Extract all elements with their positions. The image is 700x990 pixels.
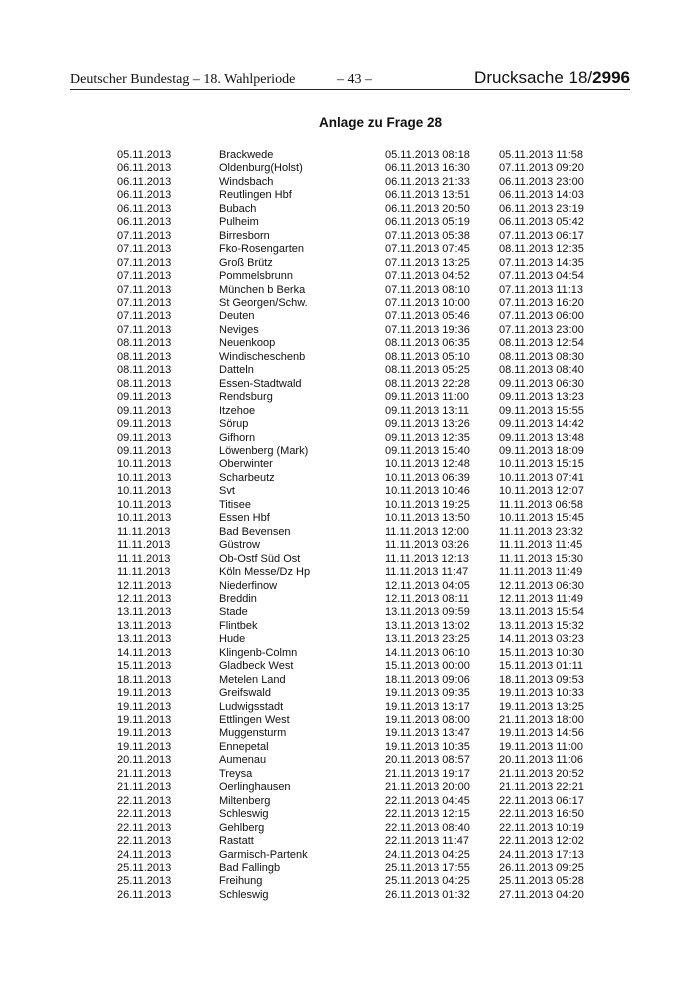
data-table [0, 149, 700, 902]
cell-start: 09.11.2013 13:11 [385, 404, 470, 417]
header-divider [70, 89, 630, 90]
table-row [0, 714, 700, 727]
table-row [0, 418, 700, 431]
cell-date: 06.11.2013 [117, 202, 172, 215]
cell-location: Neviges [219, 323, 259, 336]
cell-location: Treysa [219, 767, 253, 780]
cell-date: 06.11.2013 [117, 216, 172, 229]
cell-end: 21.11.2013 18:00 [499, 714, 584, 727]
document-number [474, 68, 630, 88]
cell-end: 08.11.2013 08:30 [499, 350, 584, 363]
cell-end: 09.11.2013 14:42 [499, 418, 584, 431]
cell-location: Schleswig [219, 888, 269, 901]
cell-start: 24.11.2013 04:25 [385, 848, 470, 861]
cell-end: 09.11.2013 18:09 [499, 444, 584, 457]
cell-end: 24.11.2013 17:13 [499, 848, 584, 861]
cell-date: 14.11.2013 [117, 646, 172, 659]
cell-date: 12.11.2013 [117, 592, 172, 605]
cell-date: 08.11.2013 [117, 350, 172, 363]
cell-location: Itzehoe [219, 404, 256, 417]
cell-date: 08.11.2013 [117, 364, 172, 377]
cell-end: 27.11.2013 04:20 [499, 888, 584, 901]
cell-end: 13.11.2013 15:54 [499, 606, 584, 619]
table-row [0, 378, 700, 391]
cell-end: 22.11.2013 10:19 [499, 821, 584, 834]
table-row [0, 647, 700, 660]
table-row [0, 284, 700, 297]
table-row [0, 660, 700, 673]
cell-start: 07.11.2013 10:00 [385, 296, 470, 309]
table-row [0, 445, 700, 458]
cell-location: Fko-Rosengarten [219, 243, 304, 256]
cell-location: Bad Bevensen [219, 525, 291, 538]
table-row [0, 432, 700, 445]
cell-location: Ennepetal [219, 740, 269, 753]
cell-end: 07.11.2013 06:17 [499, 229, 584, 242]
table-row [0, 324, 700, 337]
cell-start: 25.11.2013 17:55 [385, 862, 470, 875]
cell-start: 13.11.2013 23:25 [385, 633, 470, 646]
table-row [0, 391, 700, 404]
cell-end: 09.11.2013 13:48 [499, 431, 584, 444]
cell-date: 19.11.2013 [117, 740, 172, 753]
cell-end: 09.11.2013 06:30 [499, 377, 584, 390]
table-row [0, 297, 700, 310]
cell-location: Hude [219, 633, 246, 646]
table-row [0, 593, 700, 606]
cell-start: 12.11.2013 04:05 [385, 579, 470, 592]
cell-start: 09.11.2013 11:00 [385, 391, 470, 404]
table-row [0, 512, 700, 525]
page-header [70, 62, 630, 88]
cell-date: 11.11.2013 [117, 566, 171, 579]
cell-end: 07.11.2013 16:20 [499, 296, 584, 309]
cell-location: Stade [219, 606, 248, 619]
cell-date: 22.11.2013 [117, 821, 172, 834]
cell-date: 19.11.2013 [117, 687, 172, 700]
cell-location: Ob-Ostf Süd Ost [219, 552, 301, 565]
cell-date: 15.11.2013 [117, 660, 172, 673]
cell-start: 12.11.2013 08:11 [385, 592, 470, 605]
cell-start: 11.11.2013 03:26 [385, 539, 470, 552]
table-row [0, 539, 700, 552]
cell-start: 11.11.2013 12:00 [385, 525, 470, 538]
cell-start: 13.11.2013 13:02 [385, 619, 470, 632]
cell-start: 10.11.2013 06:39 [385, 471, 470, 484]
cell-date: 19.11.2013 [117, 714, 172, 727]
table-row [0, 351, 700, 364]
table-row [0, 458, 700, 471]
cell-location: Freihung [219, 875, 263, 888]
cell-start: 18.11.2013 09:06 [385, 673, 470, 686]
table-row [0, 310, 700, 323]
cell-location: Metelen Land [219, 673, 286, 686]
table-row [0, 835, 700, 848]
table-row [0, 674, 700, 687]
cell-start: 21.11.2013 20:00 [385, 781, 470, 794]
cell-date: 07.11.2013 [117, 270, 172, 283]
cell-end: 21.11.2013 20:52 [499, 767, 584, 780]
page-number: – 43 – [337, 72, 372, 87]
table-row [0, 781, 700, 794]
cell-date: 09.11.2013 [117, 404, 172, 417]
cell-location: Gifhorn [219, 431, 256, 444]
cell-end: 20.11.2013 11:06 [499, 754, 584, 767]
cell-location: Gladbeck West [219, 660, 294, 673]
cell-date: 09.11.2013 [117, 391, 172, 404]
cell-end: 21.11.2013 22:21 [499, 781, 584, 794]
cell-start: 07.11.2013 05:46 [385, 310, 470, 323]
cell-start: 07.11.2013 13:25 [385, 256, 470, 269]
cell-location: Aumenau [219, 754, 267, 767]
cell-end: 14.11.2013 03:23 [499, 633, 584, 646]
table-row [0, 727, 700, 740]
cell-end: 07.11.2013 11:13 [499, 283, 584, 296]
cell-start: 11.11.2013 11:47 [385, 566, 469, 579]
cell-location: Bad Fallingb [219, 862, 281, 875]
cell-location: Neuenkoop [219, 337, 276, 350]
cell-date: 13.11.2013 [117, 633, 172, 646]
cell-start: 07.11.2013 08:10 [385, 283, 470, 296]
cell-date: 24.11.2013 [117, 848, 172, 861]
cell-start: 09.11.2013 15:40 [385, 444, 470, 457]
cell-end: 15.11.2013 01:11 [499, 660, 584, 673]
cell-end: 08.11.2013 08:40 [499, 364, 584, 377]
cell-end: 15.11.2013 10:30 [499, 646, 584, 659]
cell-date: 18.11.2013 [117, 673, 172, 686]
cell-start: 07.11.2013 05:38 [385, 229, 470, 242]
cell-start: 06.11.2013 16:30 [385, 162, 470, 175]
cell-location: Svt [219, 485, 235, 498]
cell-end: 07.11.2013 14:35 [499, 256, 584, 269]
cell-date: 07.11.2013 [117, 323, 172, 336]
cell-location: Oldenburg(Holst) [219, 162, 303, 175]
cell-date: 11.11.2013 [117, 552, 171, 565]
cell-date: 11.11.2013 [117, 525, 171, 538]
cell-end: 06.11.2013 05:42 [499, 216, 584, 229]
cell-date: 08.11.2013 [117, 337, 172, 350]
cell-date: 25.11.2013 [117, 875, 172, 888]
cell-date: 06.11.2013 [117, 175, 172, 188]
cell-location: Gehlberg [219, 821, 265, 834]
cell-end: 26.11.2013 09:25 [499, 862, 584, 875]
cell-start: 06.11.2013 05:19 [385, 216, 470, 229]
cell-location: Muggensturm [219, 727, 287, 740]
table-row [0, 364, 700, 377]
cell-start: 10.11.2013 19:25 [385, 498, 470, 511]
cell-end: 07.11.2013 06:00 [499, 310, 584, 323]
table-row [0, 875, 700, 888]
cell-date: 05.11.2013 [117, 149, 172, 161]
cell-end: 12.11.2013 06:30 [499, 579, 584, 592]
cell-start: 13.11.2013 09:59 [385, 606, 470, 619]
cell-location: Sörup [219, 418, 249, 431]
cell-location: Titisee [219, 498, 251, 511]
table-row [0, 216, 700, 229]
cell-end: 22.11.2013 16:50 [499, 808, 584, 821]
cell-location: Ludwigsstadt [219, 700, 284, 713]
table-row [0, 230, 700, 243]
cell-location: Windischeschenb [219, 350, 306, 363]
table-row [0, 176, 700, 189]
cell-date: 10.11.2013 [117, 485, 172, 498]
table-row [0, 162, 700, 175]
table-row [0, 754, 700, 767]
cell-location: Miltenberg [219, 794, 271, 807]
cell-start: 06.11.2013 20:50 [385, 202, 470, 215]
cell-end: 07.11.2013 23:00 [499, 323, 584, 336]
table-row [0, 620, 700, 633]
cell-date: 22.11.2013 [117, 835, 172, 848]
cell-end: 10.11.2013 15:15 [499, 458, 584, 471]
cell-date: 07.11.2013 [117, 243, 172, 256]
cell-end: 09.11.2013 15:55 [499, 404, 584, 417]
cell-date: 20.11.2013 [117, 754, 172, 767]
cell-location: Rendsburg [219, 391, 273, 404]
cell-start: 10.11.2013 12:48 [385, 458, 470, 471]
cell-date: 21.11.2013 [117, 767, 172, 780]
cell-date: 19.11.2013 [117, 727, 172, 740]
table-row [0, 257, 700, 270]
cell-end: 10.11.2013 12:07 [499, 485, 584, 498]
cell-location: Rastatt [219, 835, 254, 848]
cell-end: 19.11.2013 11:00 [499, 740, 584, 753]
cell-end: 19.11.2013 10:33 [499, 687, 584, 700]
cell-date: 07.11.2013 [117, 256, 172, 269]
cell-start: 08.11.2013 06:35 [385, 337, 470, 350]
cell-location: Reutlingen Hbf [219, 189, 292, 202]
cell-date: 09.11.2013 [117, 431, 172, 444]
cell-date: 09.11.2013 [117, 418, 172, 431]
cell-location: St Georgen/Schw. [219, 296, 308, 309]
cell-date: 07.11.2013 [117, 229, 172, 242]
cell-end: 11.11.2013 06:58 [499, 498, 584, 511]
table-row [0, 849, 700, 862]
cell-end: 11.11.2013 11:49 [499, 566, 583, 579]
cell-end: 12.11.2013 11:49 [499, 592, 584, 605]
cell-location: Schleswig [219, 808, 269, 821]
table-row [0, 337, 700, 350]
table-row [0, 203, 700, 216]
cell-end: 08.11.2013 12:54 [499, 337, 584, 350]
cell-end: 06.11.2013 23:00 [499, 175, 584, 188]
table-row [0, 189, 700, 202]
cell-location: Güstrow [219, 539, 260, 552]
table-row [0, 862, 700, 875]
table-row [0, 889, 700, 902]
cell-end: 08.11.2013 12:35 [499, 243, 584, 256]
cell-location: Niederfinow [219, 579, 278, 592]
cell-date: 13.11.2013 [117, 619, 172, 632]
cell-location: Bubach [219, 202, 257, 215]
table-row [0, 526, 700, 539]
cell-location: Ettlingen West [219, 714, 290, 727]
table-row [0, 499, 700, 512]
cell-location: Flintbek [219, 619, 258, 632]
cell-date: 11.11.2013 [117, 539, 171, 552]
cell-date: 08.11.2013 [117, 377, 172, 390]
cell-date: 06.11.2013 [117, 162, 172, 175]
cell-date: 21.11.2013 [117, 781, 172, 794]
cell-end: 09.11.2013 13:23 [499, 391, 584, 404]
cell-location: Scharbeutz [219, 471, 275, 484]
cell-location: Datteln [219, 364, 254, 377]
cell-end: 13.11.2013 15:32 [499, 619, 584, 632]
cell-date: 06.11.2013 [117, 189, 172, 202]
cell-end: 07.11.2013 04:54 [499, 270, 584, 283]
cell-start: 08.11.2013 22:28 [385, 377, 470, 390]
cell-date: 10.11.2013 [117, 471, 172, 484]
cell-location: Köln Messe/Dz Hp [219, 566, 311, 579]
cell-location: Birresborn [219, 229, 270, 242]
cell-start: 07.11.2013 19:36 [385, 323, 470, 336]
cell-location: München b Berka [219, 283, 306, 296]
cell-start: 22.11.2013 11:47 [385, 835, 470, 848]
cell-end: 05.11.2013 11:58 [499, 149, 584, 161]
table-row [0, 768, 700, 781]
table-row [0, 270, 700, 283]
cell-start: 19.11.2013 08:00 [385, 714, 470, 727]
cell-end: 10.11.2013 07:41 [499, 471, 584, 484]
cell-end: 11.11.2013 23:32 [499, 525, 584, 538]
cell-date: 10.11.2013 [117, 512, 172, 525]
cell-start: 20.11.2013 08:57 [385, 754, 470, 767]
cell-start: 19.11.2013 10:35 [385, 740, 470, 753]
cell-start: 26.11.2013 01:32 [385, 888, 470, 901]
cell-date: 13.11.2013 [117, 606, 172, 619]
table-row [0, 741, 700, 754]
cell-location: Pommelsbrunn [219, 270, 293, 283]
table-row [0, 633, 700, 646]
table-row [0, 701, 700, 714]
table-row [0, 808, 700, 821]
cell-start: 25.11.2013 04:25 [385, 875, 470, 888]
cell-start: 07.11.2013 04:52 [385, 270, 470, 283]
table-row [0, 472, 700, 485]
cell-start: 19.11.2013 13:17 [385, 700, 470, 713]
cell-location: Windsbach [219, 175, 274, 188]
table-row [0, 687, 700, 700]
table-row [0, 485, 700, 498]
cell-start: 08.11.2013 05:10 [385, 350, 470, 363]
table-row [0, 149, 700, 162]
cell-start: 15.11.2013 00:00 [385, 660, 470, 673]
cell-end: 10.11.2013 15:45 [499, 512, 584, 525]
page-title: Anlage zu Frage 28 [319, 115, 443, 130]
cell-end: 18.11.2013 09:53 [499, 673, 584, 686]
cell-location: Breddin [219, 592, 257, 605]
cell-start: 19.11.2013 13:47 [385, 727, 470, 740]
cell-location: Oerlinghausen [219, 781, 291, 794]
table-row [0, 553, 700, 566]
cell-start: 09.11.2013 12:35 [385, 431, 470, 444]
cell-start: 22.11.2013 08:40 [385, 821, 470, 834]
cell-start: 21.11.2013 19:17 [385, 767, 470, 780]
cell-end: 11.11.2013 15:30 [499, 552, 584, 565]
table-row [0, 243, 700, 256]
cell-location: Essen Hbf [219, 512, 270, 525]
cell-start: 10.11.2013 10:46 [385, 485, 470, 498]
cell-location: Löwenberg (Mark) [219, 444, 309, 457]
cell-end: 22.11.2013 12:02 [499, 835, 584, 848]
table-row [0, 822, 700, 835]
cell-date: 26.11.2013 [117, 888, 172, 901]
cell-location: Deuten [219, 310, 255, 323]
cell-start: 07.11.2013 07:45 [385, 243, 470, 256]
cell-start: 06.11.2013 13:51 [385, 189, 470, 202]
cell-end: 11.11.2013 11:45 [499, 539, 583, 552]
cell-start: 22.11.2013 12:15 [385, 808, 470, 821]
table-row [0, 566, 700, 579]
cell-date: 07.11.2013 [117, 310, 172, 323]
cell-location: Oberwinter [219, 458, 273, 471]
cell-start: 08.11.2013 05:25 [385, 364, 470, 377]
cell-location: Garmisch-Partenk [219, 848, 308, 861]
table-row [0, 580, 700, 593]
cell-date: 07.11.2013 [117, 296, 172, 309]
cell-location: Brackwede [219, 149, 274, 161]
document-number-bold: 2996 [592, 68, 630, 87]
cell-start: 11.11.2013 12:13 [385, 552, 470, 565]
cell-end: 22.11.2013 06:17 [499, 794, 584, 807]
cell-date: 25.11.2013 [117, 862, 172, 875]
cell-date: 07.11.2013 [117, 283, 172, 296]
cell-date: 22.11.2013 [117, 808, 172, 821]
cell-date: 19.11.2013 [117, 700, 172, 713]
cell-start: 10.11.2013 13:50 [385, 512, 470, 525]
cell-date: 10.11.2013 [117, 498, 172, 511]
cell-start: 14.11.2013 06:10 [385, 646, 470, 659]
cell-start: 19.11.2013 09:35 [385, 687, 470, 700]
document-prefix: Drucksache 18/ [474, 68, 593, 87]
cell-start: 22.11.2013 04:45 [385, 794, 470, 807]
cell-start: 05.11.2013 08:18 [385, 149, 470, 161]
cell-location: Greifswald [219, 687, 271, 700]
cell-date: 22.11.2013 [117, 794, 172, 807]
table-row [0, 606, 700, 619]
table-row [0, 795, 700, 808]
parliament-label: Deutscher Bundestag – 18. Wahlperiode [70, 72, 296, 87]
cell-date: 12.11.2013 [117, 579, 172, 592]
table-row [0, 405, 700, 418]
cell-end: 19.11.2013 13:25 [499, 700, 584, 713]
cell-location: Essen-Stadtwald [219, 377, 302, 390]
cell-location: Groß Brütz [219, 256, 273, 269]
cell-end: 25.11.2013 05:28 [499, 875, 584, 888]
cell-date: 09.11.2013 [117, 444, 172, 457]
cell-date: 10.11.2013 [117, 458, 172, 471]
cell-location: Pulheim [219, 216, 259, 229]
cell-end: 07.11.2013 09:20 [499, 162, 584, 175]
cell-start: 06.11.2013 21:33 [385, 175, 470, 188]
cell-end: 06.11.2013 23:19 [499, 202, 584, 215]
cell-location: Klingenb-Colmn [219, 646, 298, 659]
cell-end: 06.11.2013 14:03 [499, 189, 584, 202]
cell-end: 19.11.2013 14:56 [499, 727, 584, 740]
cell-start: 09.11.2013 13:26 [385, 418, 470, 431]
